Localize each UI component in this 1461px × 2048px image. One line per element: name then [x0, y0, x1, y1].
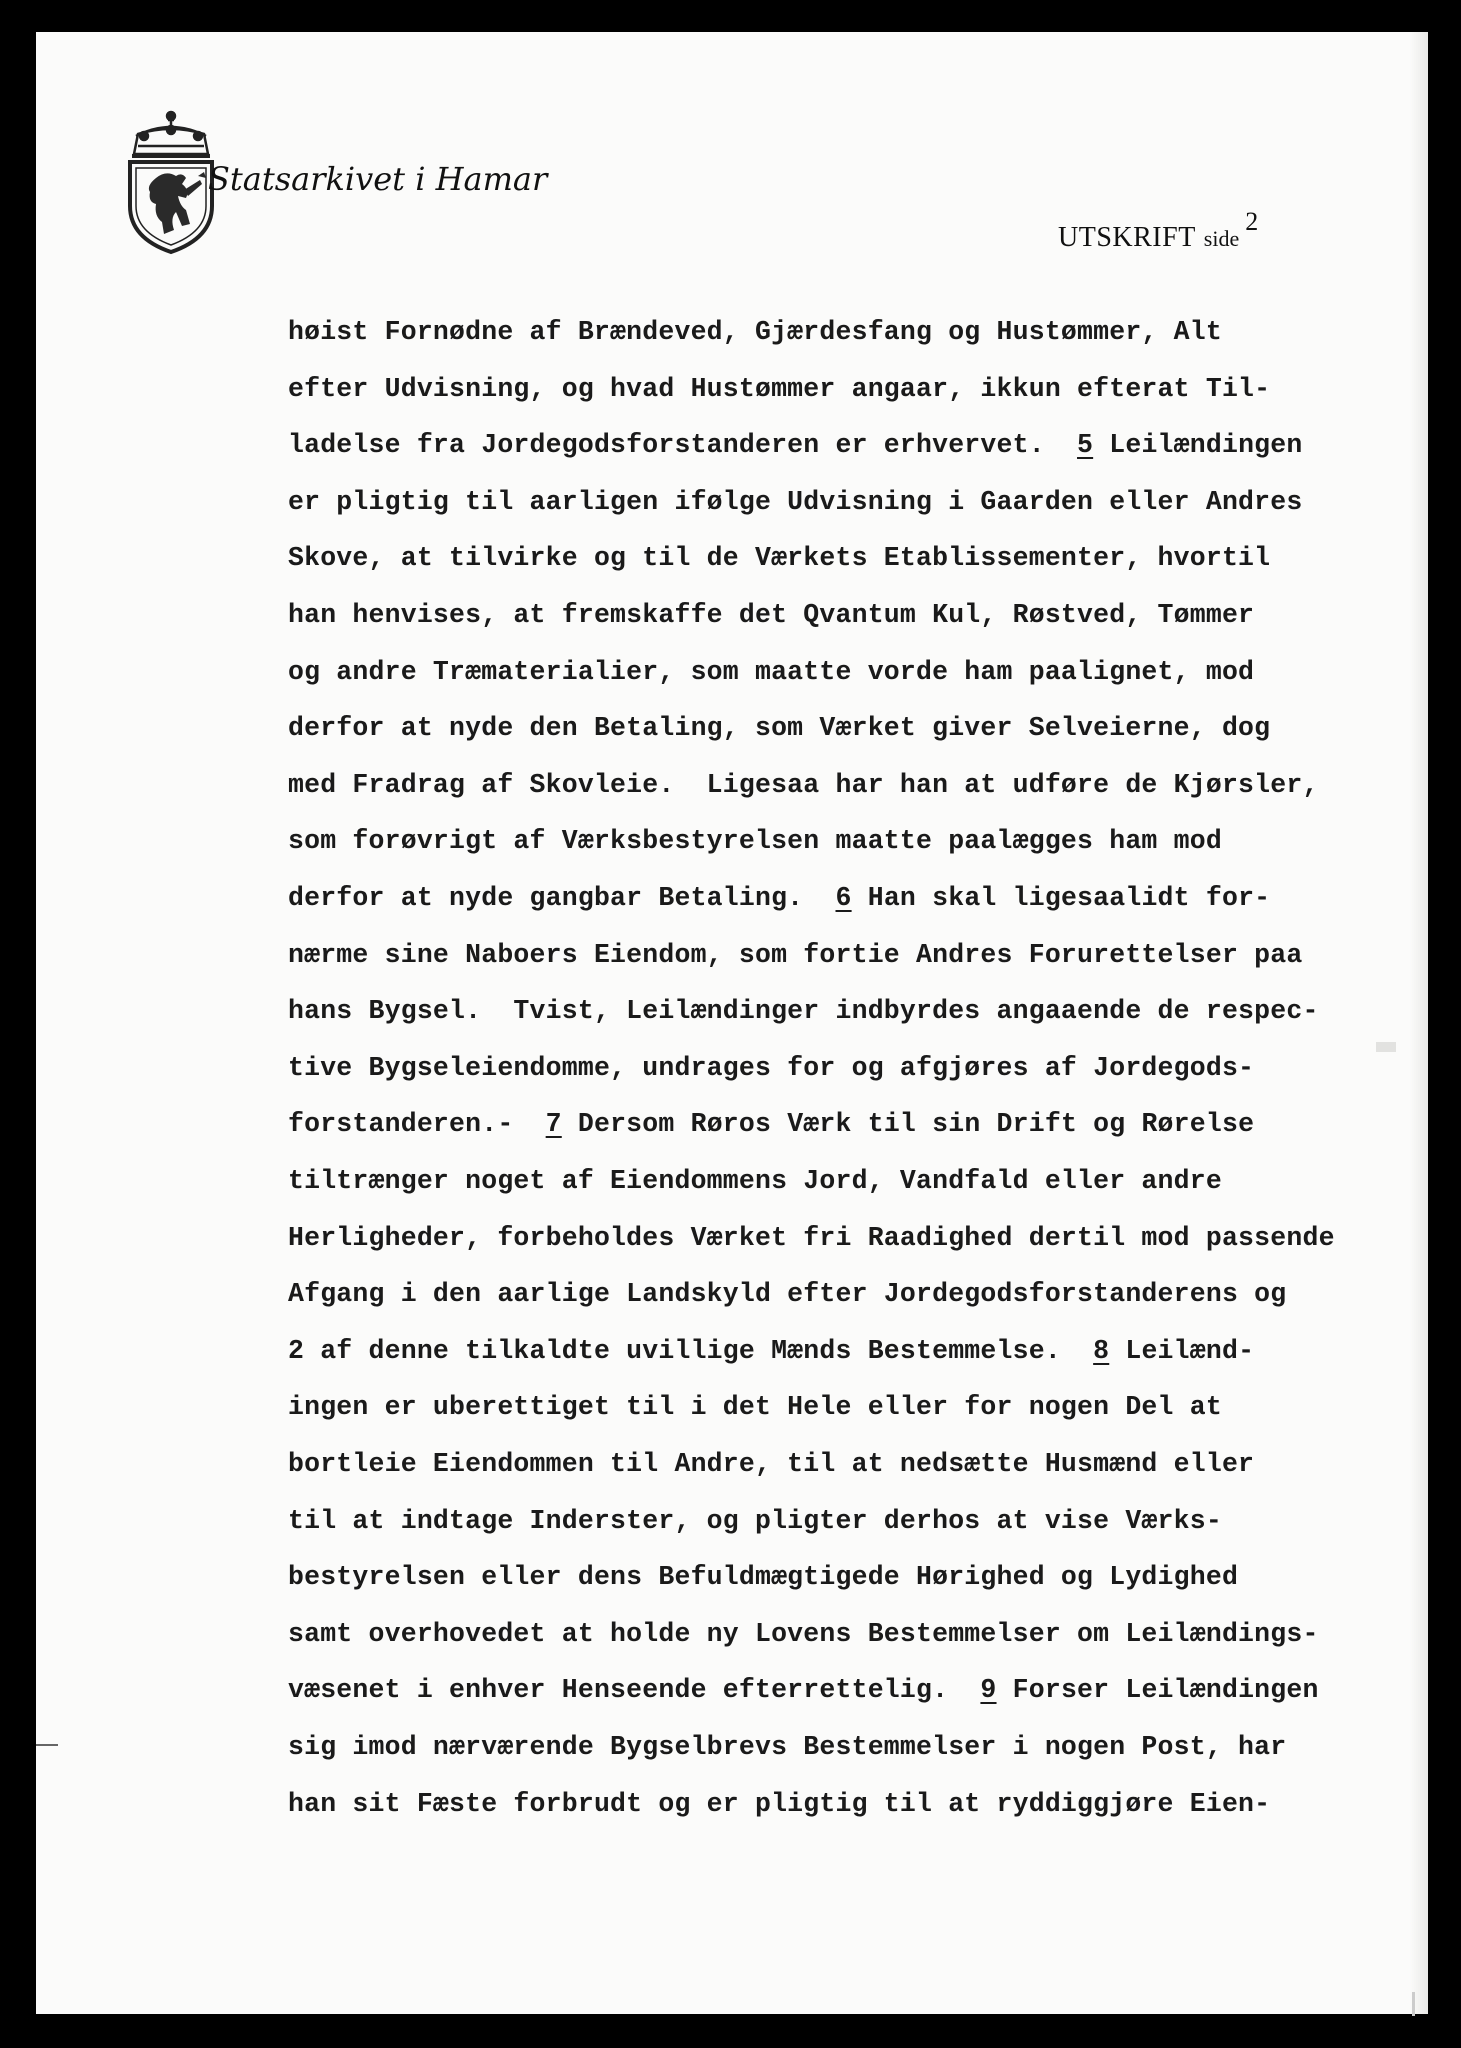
text-line-content: væsenet i enhver Henseende efterrettelig.: [288, 1675, 981, 1706]
text-line-content: bestyrelsen eller dens Befuldmægtigede Hørighed og Lydighed: [288, 1562, 1239, 1593]
page-label: [1058, 207, 1259, 254]
margin-mark: [36, 1744, 58, 1746]
text-line-content: til at indtage Inderster, og pligter derhos at vise Værks-: [288, 1505, 1222, 1536]
text-line-content: nærme sine Naboers Eiendom, som fortie Andres Forurettelser paa: [288, 939, 1303, 970]
text-line-content: hans Bygsel. Tvist, Leilændinger indbyrdes angaaende de respec-: [288, 996, 1319, 1027]
text-line-content: Herligheder, forbeholdes Værket fri Raadighed dertil mod passende: [288, 1222, 1335, 1253]
text-line: [288, 1727, 1286, 1767]
text-line: [288, 991, 1319, 1031]
text-line-continuation: Forser Leilændingen: [996, 1675, 1319, 1706]
text-line: [288, 652, 1254, 692]
text-line: [288, 1161, 1222, 1201]
archive-name: Statsarkivet i Hamar: [208, 160, 548, 198]
text-line-content: som forøvrigt af Værksbestyrelsen maatte paalægges ham mod: [288, 826, 1222, 857]
text-line-content: ingen er uberettiget til i det Hele eller for nogen Del at: [288, 1392, 1222, 1423]
paragraph-number: 9: [980, 1675, 997, 1706]
text-line: [288, 369, 1270, 409]
page-number: 2: [1245, 207, 1259, 236]
text-line: [288, 1218, 1335, 1258]
text-line-content: forstanderen.-: [288, 1109, 546, 1140]
document-page: [36, 32, 1428, 2014]
text-line: [288, 1387, 1222, 1427]
text-line-content: efter Udvisning, og hvad Hustømmer angaar, ikkun efterat Til-: [288, 373, 1271, 404]
text-line-content: Afgang i den aarlige Landskyld efter Jordegodsforstanderens og: [288, 1279, 1287, 1310]
text-line: [288, 1104, 1254, 1144]
text-line-content: samt overhovedet at holde ny Lovens Bestemmelser om Leilændings-: [288, 1618, 1319, 1649]
text-line: [288, 1444, 1254, 1484]
text-line-continuation: Leilændingen: [1093, 430, 1303, 461]
text-line: [288, 425, 1302, 465]
text-line: [288, 595, 1254, 635]
text-line-content: med Fradrag af Skovleie. Ligesaa har han at udføre de Kjørsler,: [288, 769, 1319, 800]
text-line-content: Skove, at tilvirke og til de Værkets Etablissementer, hvortil: [288, 543, 1271, 574]
text-line-content: han henvises, at fremskaffe det Qvantum Kul, Røstved, Tømmer: [288, 600, 1255, 630]
paragraph-number: 8: [1093, 1335, 1110, 1366]
text-line: [288, 1557, 1238, 1597]
doc-type-label: UTSKRIFT: [1058, 222, 1196, 253]
paragraph-number: 6: [835, 883, 852, 913]
page-edge-shadow: [1410, 32, 1428, 2014]
text-line: [288, 878, 1270, 918]
text-line: [288, 538, 1270, 578]
side-label: side: [1203, 226, 1240, 251]
text-line: [288, 1274, 1286, 1314]
text-line-content: ladelse fra Jordegodsforstanderen er erhvervet.: [288, 430, 1078, 461]
text-line: [288, 1048, 1254, 1088]
text-line-content: han sit Fæste forbrudt og er pligtig til at ryddiggjøre Eien-: [288, 1788, 1271, 1819]
text-line: [288, 1501, 1222, 1541]
text-line-content: er pligtig til aarligen ifølge Udvisning i Gaarden eller Andres: [288, 486, 1303, 517]
text-line-content: høist Fornødne af Brændeved, Gjærdesfang og Hustømmer, Alt: [288, 317, 1222, 347]
text-line: [288, 482, 1302, 522]
text-line: [288, 312, 1222, 352]
text-line-content: og andre Træmaterialier, som maatte vorde ham paalignet, mod: [288, 656, 1255, 687]
text-line: [288, 765, 1319, 805]
paragraph-number: 7: [545, 1109, 562, 1140]
text-line-continuation: Dersom Røros Værk til sin Drift og Rørelse: [561, 1109, 1255, 1140]
text-line-content: tive Bygseleiendomme, undrages for og afgjøres af Jordegods-: [288, 1052, 1255, 1083]
text-line: [288, 935, 1302, 975]
text-line: [288, 1784, 1270, 1824]
text-line-content: derfor at nyde den Betaling, som Værket giver Selveierne, dog: [288, 713, 1271, 744]
paper-blemish: [1376, 1042, 1396, 1052]
text-line-content: derfor at nyde gangbar Betaling.: [288, 883, 836, 913]
paragraph-number: 5: [1077, 430, 1094, 461]
text-line: [288, 1670, 1319, 1710]
text-line-continuation: Han skal ligesaalidt for-: [851, 883, 1271, 913]
text-line: [288, 821, 1222, 861]
text-line: [288, 1331, 1254, 1371]
text-line-continuation: Leilænd-: [1109, 1335, 1255, 1366]
text-line-content: bortleie Eiendommen til Andre, til at nedsætte Husmænd eller: [288, 1449, 1255, 1479]
text-line-content: 2 af denne tilkaldte uvillige Mænds Bestemmelse.: [288, 1335, 1094, 1366]
text-line-content: sig imod nærværende Bygselbrevs Bestemmelser i nogen Post, har: [288, 1732, 1287, 1762]
paper-blemish: [1412, 1992, 1415, 2016]
text-line-content: tiltrænger noget af Eiendommens Jord, Vandfald eller andre: [288, 1166, 1222, 1196]
text-line: [288, 1614, 1319, 1654]
text-line: [288, 708, 1270, 748]
